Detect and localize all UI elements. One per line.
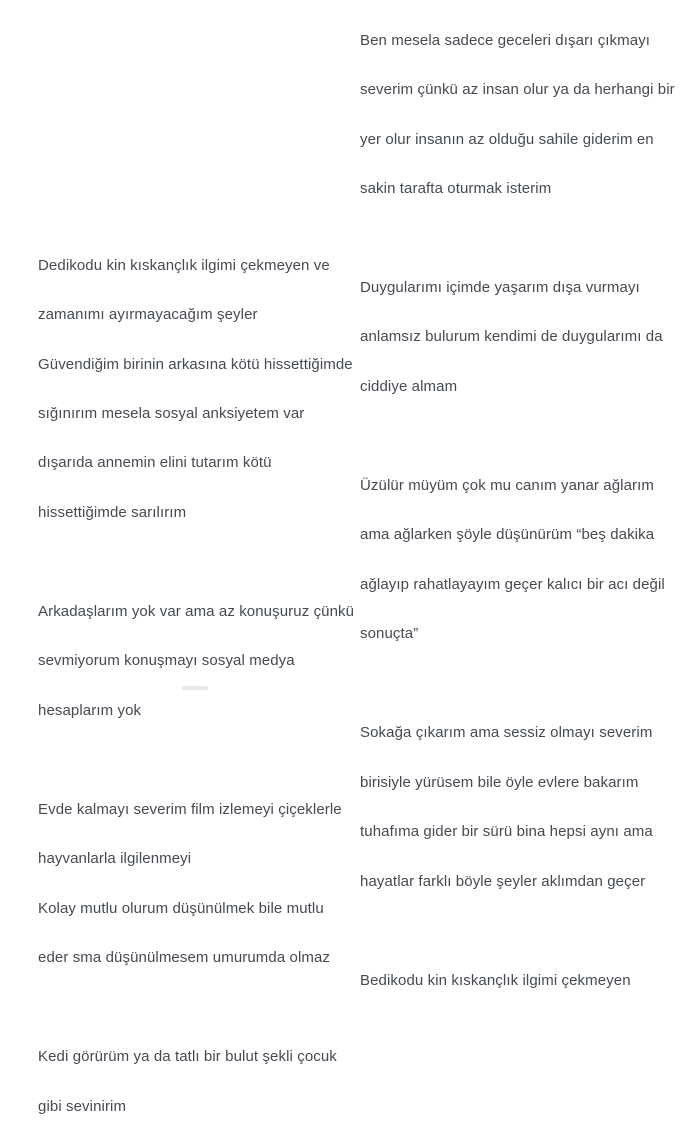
text-line: sığınırım mesela sosyal anksiyetem var <box>38 404 305 422</box>
text-line: anlamsız bulurum kendimi de duygularımı da <box>360 328 663 346</box>
text-line: sonuçta” <box>360 625 419 643</box>
text-line: hissettiğimde sarılırım <box>38 503 187 521</box>
text-column-right <box>360 4 690 989</box>
paragraph <box>38 1020 344 1144</box>
paragraph <box>360 4 690 226</box>
text-line: Üzülür müyüm çok mu canım yanar ağlarım <box>360 476 654 494</box>
text-line: Ben mesela sadece geceleri dışarı çıkmayı <box>360 31 651 49</box>
paragraph <box>38 773 344 995</box>
text-line: ciddiye almam <box>360 377 458 395</box>
text-line: tuhafıma gider bir sürü bina hepsi aynı ama <box>360 823 653 841</box>
text-line: Evde kalmayı severim film izlemeyi çiçeklerle <box>38 800 342 818</box>
text-line: hayatlar farklı böyle şeyler aklımdan geçer <box>360 872 646 890</box>
text-line: eder sma düşünülmesem umurumda olmaz <box>38 948 331 966</box>
paragraph <box>360 251 690 424</box>
text-line: gibi sevinirim <box>38 1097 127 1115</box>
text-line: yer olur insanın az olduğu sahile giderim en <box>360 130 654 148</box>
text-line: dışarıda annemin elini tutarım kötü <box>38 454 272 472</box>
paragraph <box>38 229 353 550</box>
text-line: zamanımı ayırmayacağım şeyler <box>38 306 258 324</box>
paragraph <box>360 449 690 671</box>
text-line: sakin tarafta oturmak isterim <box>360 179 552 197</box>
text-line: ağlayıp rahatlayayım geçer kalıcı bir acı değil <box>360 575 665 593</box>
paragraph <box>360 944 690 1018</box>
paragraph <box>38 575 355 748</box>
text-line: sevmiyorum konuşmayı sosyal medya <box>38 652 295 670</box>
text-line: birisiyle yürüsem bile öyle evlere bakarım <box>360 773 639 791</box>
text-line: Sokağa çıkarım ama sessiz olmayı severim <box>360 724 653 742</box>
text-line: hesaplarım yok <box>38 701 142 719</box>
text-line: Kolay mutlu olurum düşünülmek bile mutlu <box>38 899 324 917</box>
text-line: Güvendiğim birinin arkasına kötü hissettiğimde <box>38 355 353 373</box>
paragraph <box>360 697 690 919</box>
text-line: hayvanlarla ilgilenmeyi <box>38 850 192 868</box>
text-line: severim çünkü az insan olur ya da herhangi bir <box>360 81 675 99</box>
text-column-left <box>38 229 355 1115</box>
scroll-handle[interactable] <box>182 686 208 690</box>
text-line: Arkadaşlarım yok var ama az konuşuruz çünkü <box>38 602 355 620</box>
text-line: Duygularımı içimde yaşarım dışa vurmayı <box>360 279 640 297</box>
text-line: ama ağlarken şöyle düşünürüm “beş dakika <box>360 526 655 544</box>
text-line: Dedikodu kin kıskançlık ilgimi çekmeyen ve <box>38 256 330 274</box>
text-line: Kedi görürüm ya da tatlı bir bulut şekli çocuk <box>38 1048 337 1066</box>
text-line: Bedikodu kin kıskançlık ilgimi çekmeyen <box>360 971 631 989</box>
